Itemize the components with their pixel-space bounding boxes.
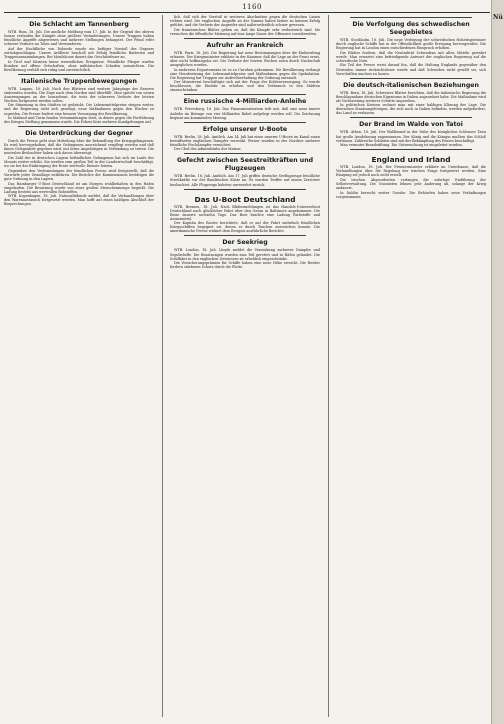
article-paragraph: In Mailand und Turin fanden Versammlungen statt, in denen gegen die Fortführung des Krieges Stellung genommen wurde. Die Polizei löste mehrere Kundgebungen auf.: [4, 116, 154, 125]
article-paragraph: WTB. London, 18. Juli. Der Premierminister erklärte im Unterhause, daß die Verhandlungen über die Regelung der irischen Frage fortgesetzt werden. Eine Einigung sei jedoch noch nicht erzielt.: [336, 165, 486, 178]
article-paragraph: Die Blätter fordern, daß die Neutralität Schwedens mit allen Mitteln gewahrt werde. Man erwartet eine befriedigende Antwort der englischen Regierung auf die schwedische Note.: [336, 50, 486, 63]
article-headline: England und Irland: [371, 155, 451, 165]
column-2: [170, 15, 320, 717]
article-paragraph: Der Chef des Admiralstabs der Marine.: [174, 147, 242, 152]
column-1: [4, 15, 154, 717]
section-rule: [18, 17, 140, 18]
article-paragraph: WTB. London, 18. Juli. Lloyds meldet die Versenkung mehrerer Dampfer und Segelschiffe. Die Besatzungen wurden zum Teil gerettet und in Häfen gelandet. Die Schiffahrt in den englischen Gewässern ist erheblich eingeschränkt.: [170, 248, 320, 261]
page-number: 1160: [242, 3, 262, 11]
article-paragraph: WTB. Athen, 18. Juli. Der Waldbrand in der Nähe des königlichen Schlosses Tatoi hat große Ausdehnung angenommen. Der König und die Königin mußten das Schloß verlassen. Zahlreiche Soldaten sind mit der Bekämpfung des Feuers beschäftigt.: [336, 130, 486, 143]
article-paragraph: lich, daß sich der Vorstoß in weiteren Abschnitten gegen die deutschen Linien richten wird. Die englischen Angriffe an der Somme haben bisher zu keinem Erfolg geführt, und die Verluste der Angreifer sind außerordentlich schwer gewesen.: [170, 15, 320, 28]
article-paragraph: Die irischen Abgeordneten verlangen die sofortige Einführung der Selbstverwaltung. Die Unionisten lehnen jede Änderung ab, solange der Krieg andauert.: [336, 178, 486, 191]
article-headline: Der Brand im Walde von Tatoi: [359, 121, 463, 129]
header-rule: [4, 12, 490, 13]
article-paragraph: Die Zahl der in deutschen Lagern befindlichen Gefangenen hat sich im Laufe des Monats weiter erhöht. Sie werden zum großen Teil in der Landwirtschaft beschäftigt, wo sie bei der Einbringung der Ernte wertvolle Dienste leisten.: [4, 156, 154, 169]
article-paragraph: WTB. Berlin, 18. Juli. Amtlich. Am 17. Juli griffen deutsche Seeflugzeuge feindliche Streitkräfte vor der flandrischen Küste an. Es wurden Treffer auf einem Zerstörer beobachtet. Alle Flugzeuge kehrten unversehrt zurück.: [170, 174, 320, 187]
article-headline: Die Schlacht am Tannenberg: [29, 21, 129, 28]
column-3: [336, 15, 486, 717]
section-rule: [350, 117, 472, 118]
article-paragraph: Ein Teil der Presse weist darauf hin, daß die Haltung Englands gegenüber den Neutralen immer rücksichtsloser werde und daß Schweden nicht gewillt sei, sich Vorschriften machen zu lassen.: [336, 63, 486, 76]
article-paragraph: WTB. Paris, 18. Juli. Die Regierung hat neue Bestimmungen über die Einberufung erlassen. Der Kriegsminister erklärte in der Kammer, daß die Lage an der Front ernst, aber nicht hoffnungslos sei. Die Verluste der letzten Wochen seien durch Nachschub ausgeglichen worden.: [170, 50, 320, 67]
column-divider: [162, 15, 163, 717]
article-headline: Gefecht zwischen Seestreitkräften und Flugzeugen: [176, 157, 314, 173]
article-paragraph: Man vermutet Brandstiftung. Die Untersuchung ist eingeleitet worden.: [340, 143, 463, 148]
article-paragraph: WTB. Bern, 18. Juli. Schweizer Blätter berichten, daß die italienische Regierung die Beschlagnahme deutschen Eigentums in Italien angeordnet habe. Die Maßnahme wird als Vorbereitung weiterer Schritte angesehen.: [336, 90, 486, 103]
section-rule: [18, 74, 140, 75]
section-rule: [184, 94, 306, 95]
article-paragraph: Die französischen Blätter geben zu, daß die Kämpfe sehr verlustreich sind. Sie versuchen die öffentliche Meinung auf eine lange Dauer der Offensive vorzubereiten.: [170, 27, 320, 36]
section-rule: [350, 149, 472, 150]
adjacent-page-label: Nü: [493, 14, 503, 21]
section-rule: [184, 153, 306, 154]
section-rule: [184, 38, 306, 39]
article-paragraph: WTB. Kopenhagen, 18. Juli. Nationaltidende meldet, daß die Verhandlungen über den Warenaustausch fortgesetzt werden. Man hofft auf einen baldigen Abschluß der Besprechungen.: [4, 194, 154, 207]
article-paragraph: WTB. Stockholm, 18. Juli. Die neue Verlegung der schwedischen Hoheitsgewässer durch englische Schiffe hat in der Öffentlichkeit große Erregung hervorgerufen. Die Regierung hat in London einen entschiedenen Einspruch erhoben.: [336, 38, 486, 51]
article-paragraph: Das Hamburger U-Boot Deutschland ist am Morgen wohlbehalten in den Hafen eingelaufen. Die Besatzung wurde von einer großen Menschenmenge begrüßt. Die Ladung besteht aus wertvollen Rohstoffen.: [4, 181, 154, 194]
article-paragraph: In politischen Kreisen rechnet man mit einer baldigen Klärung der Lage. Die deutschen Staatsangehörigen, die sich noch in Italien befinden, werden aufgefordert, das Land zu verlassen.: [336, 103, 486, 116]
section-rule: [350, 78, 472, 79]
article-paragraph: In mehreren Departements ist es zu Unruhen gekommen. Die Bevölkerung verlangt eine Herabsetzung der Lebensmittelpreise und Maßnahmen gegen die Spekulation. Die Regierung hat Truppen zur Aufrechterhaltung der Ordnung entsandt.: [170, 67, 320, 80]
article-paragraph: Der Kapitän des Bootes berichtete, daß er auf der Fahrt mehrfach feindlichen Kriegsschiffen begegnet sei, denen er durch Tauchen ausweichen konnte. Die amerikanische Presse widmet dem Ereignis ausführliche Berichte.: [170, 221, 320, 234]
article-paragraph: Die Stimmung in den Städten ist gedrückt. Die Lebensmittelpreise steigen weiter, und die Regierung sieht sich genötigt, neue Maßnahmen gegen den Wucher zu ergreifen. Die Presse fordert eine bessere Versorgung der Bevölkerung.: [4, 103, 154, 116]
article-paragraph: WTB. Bremen, 18. Juli. Nach Blättermeldungen ist das Handels-Unterseeboot Deutschland nach glücklicher Fahrt über den Ozean in Baltimore angekommen. Die Reise dauerte sechzehn Tage. Das Boot brachte eine Ladung Farbstoffe und Arzneimittel.: [170, 204, 320, 221]
article-headline: Der Seekrieg: [222, 239, 268, 247]
article-headline: Erfolge unserer U-Boote: [202, 125, 288, 133]
article-headline: Die deutsch-italienischen Beziehungen: [343, 81, 479, 89]
article-paragraph: Der Ministerrat beschäftigte sich mit der Frage der Kohlenversorgung. Es wurde beschlossen, die Einfuhr zu erhöhen und den Verbrauch in den Städten einzuschränken.: [170, 80, 320, 93]
article-paragraph: Die Versicherungsprämien für Schiffe haben eine neue Höhe erreicht. Die Reeder fordern stärkeren Schutz durch die Flotte.: [170, 261, 320, 270]
adjacent-page-edge: [491, 0, 504, 724]
article-paragraph: Gegenüber den Verleumdungen der feindlichen Presse wird festgestellt, daß die Vorwürfe jeder Grundlage entbehren. Die Berichte der Kommissionen bestätigen die gute Ordnung in den Lagern.: [4, 168, 154, 181]
article-paragraph: In Tirol und Kärnten keine wesentlichen Ereignisse. Feindliche Flieger warfen Bomben auf offene Ortschaften, ohne militärischen Schaden anzurichten. Die Bevölkerung verhält sich ruhig und zuversichtlich.: [4, 59, 154, 72]
article-paragraph: WTB. Petersburg, 18. Juli. Das Finanzministerium teilt mit, daß eine neue innere Anleihe im Betrage von vier Milliarden Rubel aufgelegt werden soll. Die Zeichnung beginnt am kommenden Montag.: [170, 107, 320, 120]
section-rule: [184, 122, 306, 123]
article-headline: Aufruhr an Frankreich: [206, 41, 284, 49]
section-rule: [18, 126, 140, 127]
section-rule: [350, 17, 472, 18]
article-headline: Die Unterdrückung der Gegner: [25, 130, 133, 138]
article-headline: Eine russische 4-Milliarden-Anleihe: [183, 98, 307, 106]
article-paragraph: Auf der Hochfläche von Doberdo wurde ein heftiger Vorstoß des Gegners zurückgeschlagen. Unsere Artillerie beschoß mit Erfolg feindliche Batterien und Truppenansammlungen. Bei Monfalcone dauert das Geschützfeuer an.: [4, 46, 154, 59]
article-headline: Die Verfolgung des schwedischen Seegebietes: [352, 21, 470, 36]
article-paragraph: WTB. Berlin, 18. Juli. Amtlich. Am 14. Juli hat eines unserer U-Boote im Kanal einen bewaffneten englischen Dampfer versenkt. Ferner wurden in der Nordsee mehrere feindliche Fischdampfer vernichtet.: [170, 134, 320, 147]
article-paragraph: WTB. Lugano, 18. Juli. Nach den Blättern sind weitere Jahrgänge der Reserve einberufen worden. Die Züge nach dem Norden sind überfüllt. Man spricht von neuen Anstrengungen an der Isonzofront, die trotz der schweren Verluste der letzten Wochen fortgesetzt werden sollen.: [4, 86, 154, 103]
article-paragraph: WTB. Rom, 18. Juli. Die amtliche Meldung vom 17. Juli: In der Gegend des oberen Isonzo verlaufen die Kämpfe ohne größere Veränderungen. Unsere Truppen haben feindliche Angriffe abgewiesen und mehrere Stellungen behauptet. Der Feind erlitt schwere Verluste an Toten und Verwundeten.: [4, 30, 154, 47]
column-divider: [328, 15, 329, 717]
article-paragraph: In Dublin herrscht weiter Unruhe. Die Behörden haben neue Verhaftungen vorgenommen.: [336, 190, 486, 199]
section-rule: [184, 189, 306, 190]
article-paragraph: Durch die Presse geht eine Mitteilung über die Behandlung der Kriegsgefangenen. Es wird hervorgehoben, daß die Gefangenen ausreichend verpflegt werden und daß ihnen Gelegenheit gegeben wird, mit ihren Angehörigen in Verbindung zu treten. Die neutralen Beobachter haben sich davon überzeugt.: [4, 139, 154, 156]
article-headline: Das U-Boot Deutschland: [194, 194, 296, 204]
article-headline: Italienische Truppenbewegungen: [21, 77, 137, 85]
section-rule: [184, 235, 306, 236]
